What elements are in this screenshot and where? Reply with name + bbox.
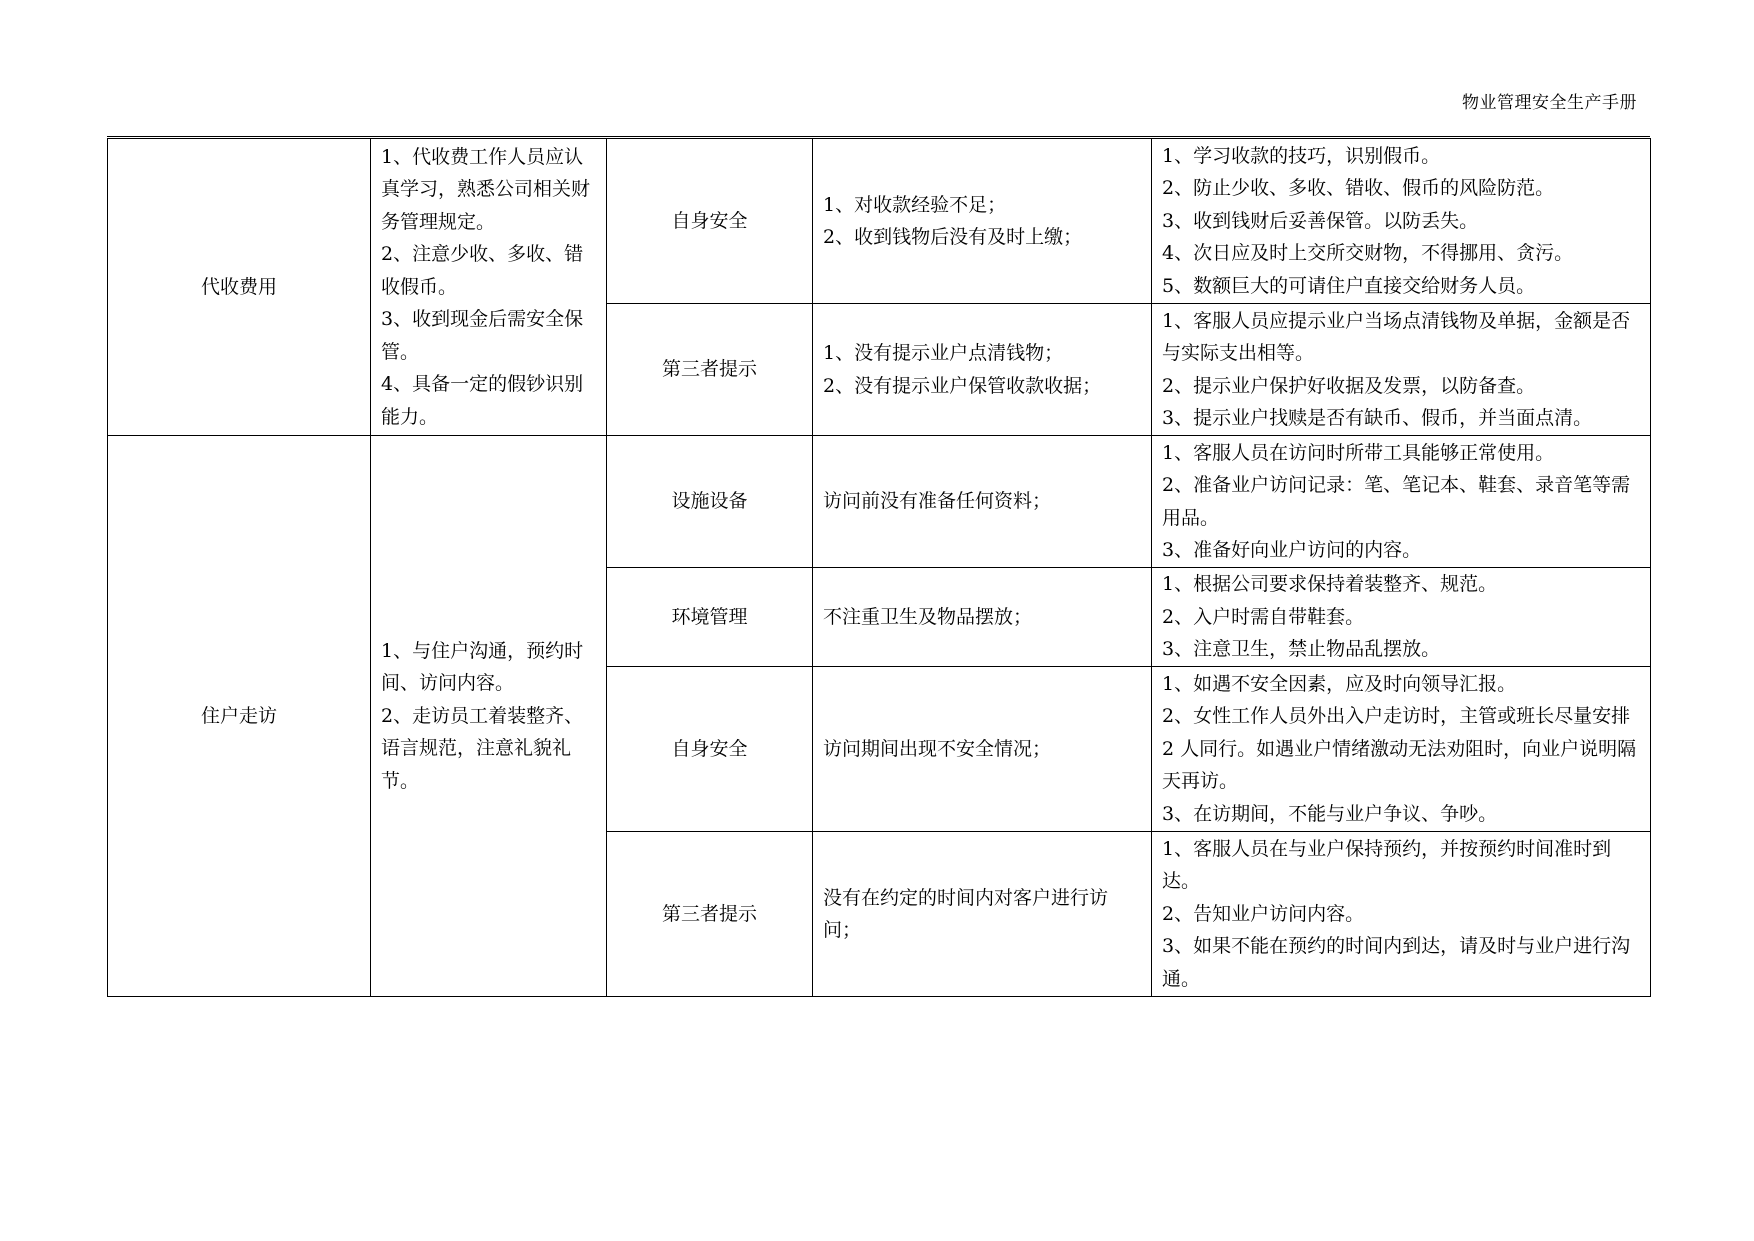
risk-line: 没有在约定的时间内对客户进行访问； — [823, 886, 1109, 941]
category-label: 第三者提示 — [661, 902, 757, 925]
requirement-line: 2、注意少收、多收、错收假币。 — [381, 243, 584, 298]
category-label: 环境管理 — [671, 605, 748, 628]
risk-cell — [813, 568, 1152, 667]
measure-line: 1、如遇不安全因素，应及时向领导汇报。 — [1162, 672, 1517, 695]
item-label: 代收费用 — [200, 275, 277, 298]
measure-line: 3、准备好向业户访问的内容。 — [1162, 539, 1422, 561]
measure-cell — [1152, 304, 1651, 436]
risk-line: 1、没有提示业户点清钱物； — [823, 342, 1064, 364]
risk-cell — [813, 832, 1152, 997]
requirement-line: 1、代收费工作人员应认真学习，熟悉公司相关财务管理规定。 — [381, 145, 591, 233]
measure-line: 3、收到钱财后妥善保管。以防丢失。 — [1162, 209, 1479, 232]
measure-line: 3、注意卫生，禁止物品乱摆放。 — [1162, 638, 1441, 661]
measure-line: 2、提示业户保护好收据及发票，以防备查。 — [1162, 374, 1536, 397]
category-label: 第三者提示 — [661, 358, 757, 381]
measure-line: 2、防止少收、多收、错收、假币的风险防范。 — [1162, 177, 1555, 200]
risk-line: 2、收到钱物后没有及时上缴； — [823, 226, 1083, 248]
risk-cell — [813, 304, 1152, 436]
measure-line: 3、在访期间，不能与业户争议、争吵。 — [1162, 802, 1498, 825]
measure-line: 3、提示业户找赎是否有缺币、假币，并当面点清。 — [1162, 407, 1593, 429]
risk-line: 不注重卫生及物品摆放； — [823, 605, 1033, 628]
measure-line: 1、客服人员在与业户保持预约，并按预约时间准时到达。 — [1162, 837, 1612, 893]
requirements-cell — [371, 436, 607, 997]
measure-line: 1、根据公司要求保持着装整齐、规范。 — [1162, 573, 1498, 596]
measure-line: 2、准备业户访问记录：笔、笔记本、鞋套、录音笔等需用品。 — [1162, 474, 1631, 529]
requirement-line: 2、走访员工着装整齐、语言规范，注意礼貌礼节。 — [381, 704, 584, 792]
requirements-cell — [371, 139, 607, 436]
measure-line: 5、数额巨大的可请住户直接交给财务人员。 — [1162, 274, 1536, 297]
measure-cell — [1152, 436, 1651, 568]
measure-line: 3、如果不能在预约的时间内到达，请及时与业户进行沟通。 — [1162, 935, 1631, 990]
category-cell — [607, 436, 813, 568]
requirement-line: 3、收到现金后需安全保管。 — [381, 308, 584, 363]
measure-cell — [1152, 139, 1651, 304]
safety-table — [107, 138, 1651, 997]
measure-cell — [1152, 667, 1651, 832]
requirement-line: 1、与住户沟通，预约时间、访问内容。 — [381, 639, 584, 695]
item-cell — [108, 139, 371, 436]
header-rule — [107, 136, 1650, 137]
category-cell — [607, 304, 813, 436]
measure-cell — [1152, 568, 1651, 667]
risk-line: 访问期间出现不安全情况； — [823, 737, 1052, 760]
measure-line: 2、女性工作人员外出入户走访时，主管或班长尽量安排 2 人同行。如遇业户情绪激动无法劝阻时，向业户说明隔天再访。 — [1162, 705, 1637, 793]
risk-cell — [813, 139, 1152, 304]
requirement-line: 4、具备一定的假钞识别能力。 — [381, 373, 584, 428]
measure-line: 2、入户时需自带鞋套。 — [1162, 605, 1365, 628]
risk-cell — [813, 667, 1152, 832]
measure-line: 2、告知业户访问内容。 — [1162, 902, 1365, 925]
category-cell — [607, 568, 813, 667]
measure-line: 1、客服人员在访问时所带工具能够正常使用。 — [1162, 441, 1555, 464]
category-label: 自身安全 — [671, 209, 748, 232]
measure-line: 4、次日应及时上交所交财物，不得挪用、贪污。 — [1162, 242, 1574, 265]
category-cell — [607, 667, 813, 832]
measure-cell — [1152, 832, 1651, 997]
risk-line: 1、对收款经验不足； — [823, 193, 1007, 216]
category-label: 自身安全 — [671, 737, 748, 760]
risk-line: 访问前没有准备任何资料； — [823, 490, 1052, 513]
measure-line: 1、客服人员应提示业户当场点清钱物及单据，金额是否与实际支出相等。 — [1162, 309, 1631, 364]
item-label: 住户走访 — [200, 704, 277, 727]
table-row — [108, 436, 1651, 568]
table-row — [108, 139, 1651, 304]
page-header-title: 物业管理安全生产手册 — [1462, 93, 1637, 113]
category-label: 设施设备 — [671, 490, 748, 513]
category-cell — [607, 139, 813, 304]
measure-line: 1、学习收款的技巧，识别假币。 — [1162, 144, 1441, 167]
item-cell — [108, 436, 371, 997]
risk-cell — [813, 436, 1152, 568]
risk-line: 2、没有提示业户保管收款收据； — [823, 374, 1102, 397]
category-cell — [607, 832, 813, 997]
